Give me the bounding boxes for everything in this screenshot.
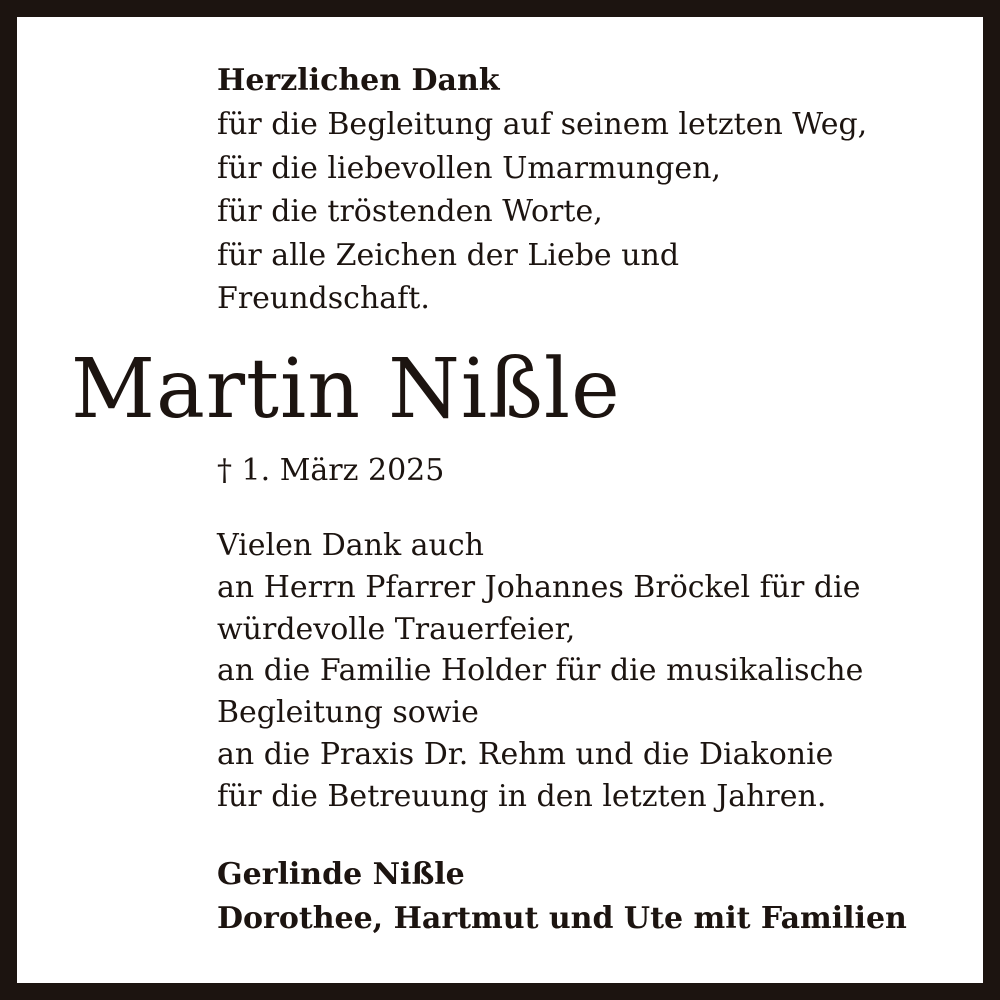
intro-title: Herzlichen Dank	[217, 63, 500, 98]
signature-block	[217, 853, 907, 941]
intro-line: Freundschaft.	[217, 281, 430, 316]
intro-line: für die tröstenden Worte,	[217, 194, 603, 229]
thanks-text	[217, 525, 863, 818]
obituary-card	[17, 17, 983, 983]
deceased-name: Martin Nißle	[71, 342, 621, 437]
thanks-line: würdevolle Trauerfeier,	[217, 611, 576, 647]
intro-line: für alle Zeichen der Liebe und	[217, 237, 680, 273]
thanks-line: an die Familie Holder für die musikalische	[217, 653, 864, 689]
intro-text	[217, 103, 867, 321]
intro-line: für die Begleitung auf seinem letzten Weg,	[217, 107, 868, 142]
thanks-line: Vielen Dank auch	[217, 528, 484, 563]
thanks-line: Begleitung sowie	[217, 695, 479, 731]
death-date: † 1. März 2025	[217, 453, 445, 488]
thanks-line: an Herrn Pfarrer Johannes Bröckel für die	[217, 569, 861, 605]
thanks-line: für die Betreuung in den letzten Jahren.	[217, 778, 827, 814]
signature-line: Gerlinde Nißle	[217, 857, 465, 892]
signature-line: Dorothee, Hartmut und Ute mit Familien	[217, 901, 907, 936]
thanks-line: an die Praxis Dr. Rehm und die Diakonie	[217, 736, 834, 772]
intro-line: für die liebevollen Umarmungen,	[217, 150, 721, 186]
